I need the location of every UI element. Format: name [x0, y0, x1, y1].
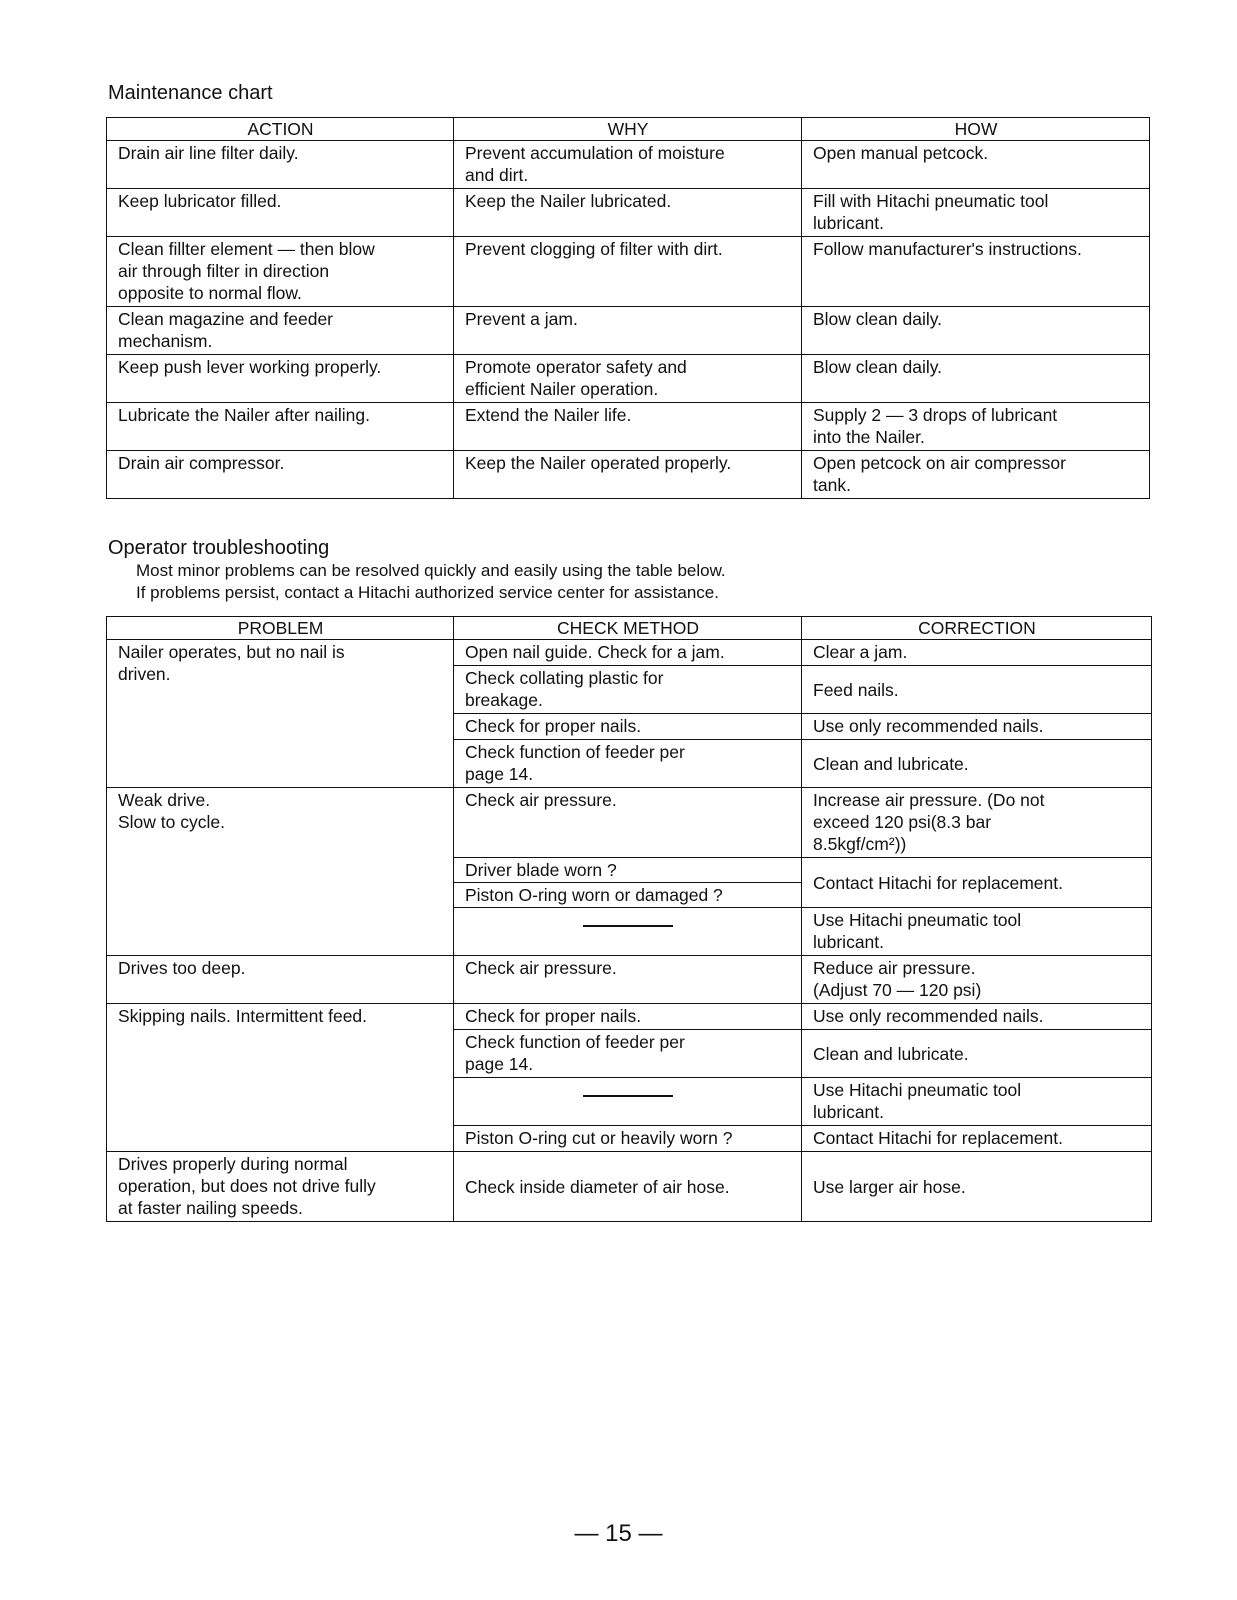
intro-line: Most minor problems can be resolved quickly and easily using the table below.	[136, 561, 726, 580]
correction-cell: Clean and lubricate.	[802, 740, 1152, 788]
check-cell-empty	[454, 908, 802, 956]
table-row	[107, 141, 1150, 189]
why-cell: Extend the Nailer life.	[454, 403, 802, 451]
why-cell: Prevent clogging of filter with dirt.	[454, 237, 802, 307]
correction-cell: Clean and lubricate.	[802, 1030, 1152, 1078]
correction-cell: Reduce air pressure. (Adjust 70 — 120 psi)	[802, 956, 1152, 1004]
how-cell: Fill with Hitachi pneumatic tool lubricant.	[802, 189, 1150, 237]
action-cell: Clean magazine and feeder mechanism.	[107, 307, 454, 355]
troubleshooting-table	[106, 616, 1152, 1222]
check-cell: Check inside diameter of air hose.	[454, 1152, 802, 1222]
problem-cell: Skipping nails. Intermittent feed.	[107, 1004, 454, 1152]
how-cell: Supply 2 — 3 drops of lubricant into the Nailer.	[802, 403, 1150, 451]
correction-cell: Contact Hitachi for replacement.	[802, 858, 1152, 908]
header-why: WHY	[454, 118, 802, 141]
header-check-method: CHECK METHOD	[454, 617, 802, 640]
correction-cell: Use Hitachi pneumatic tool lubricant.	[802, 1078, 1152, 1126]
table-row	[107, 956, 1152, 1004]
how-cell: Blow clean daily.	[802, 355, 1150, 403]
table-row	[107, 640, 1152, 666]
table-row	[107, 307, 1150, 355]
correction-cell: Feed nails.	[802, 666, 1152, 714]
correction-cell: Use only recommended nails.	[802, 1004, 1152, 1030]
correction-cell: Use only recommended nails.	[802, 714, 1152, 740]
page-number: — 15 —	[574, 1520, 663, 1547]
table-row	[107, 1152, 1152, 1222]
table-row	[107, 1004, 1152, 1030]
troubleshooting-title: Operator troubleshooting	[108, 537, 330, 559]
correction-cell: Use Hitachi pneumatic tool lubricant.	[802, 908, 1152, 956]
check-cell: Check for proper nails.	[454, 1004, 802, 1030]
action-cell: Lubricate the Nailer after nailing.	[107, 403, 454, 451]
check-cell: Driver blade worn ?	[454, 858, 802, 883]
why-cell: Keep the Nailer operated properly.	[454, 451, 802, 499]
check-cell: Check air pressure.	[454, 956, 802, 1004]
intro-line: If problems persist, contact a Hitachi authorized service center for assistance.	[136, 583, 719, 602]
table-row	[107, 189, 1150, 237]
troubleshooting-header-row	[107, 617, 1152, 640]
action-cell: Drain air line filter daily.	[107, 141, 454, 189]
check-cell: Piston O-ring cut or heavily worn ?	[454, 1126, 802, 1152]
check-cell: Check for proper nails.	[454, 714, 802, 740]
why-cell: Prevent a jam.	[454, 307, 802, 355]
correction-cell: Use larger air hose.	[802, 1152, 1152, 1222]
action-cell: Keep push lever working properly.	[107, 355, 454, 403]
check-cell: Check air pressure.	[454, 788, 802, 858]
correction-cell: Contact Hitachi for replacement.	[802, 1126, 1152, 1152]
action-cell: Clean fillter element — then blow air through filter in direction opposite to normal flow.	[107, 237, 454, 307]
how-cell: Open petcock on air compressor tank.	[802, 451, 1150, 499]
how-cell: Blow clean daily.	[802, 307, 1150, 355]
check-cell: Piston O-ring worn or damaged ?	[454, 883, 802, 908]
check-cell: Check collating plastic for breakage.	[454, 666, 802, 714]
why-cell: Keep the Nailer lubricated.	[454, 189, 802, 237]
table-row	[107, 788, 1152, 858]
check-cell-empty	[454, 1078, 802, 1126]
maintenance-title: Maintenance chart	[108, 82, 273, 104]
table-row	[107, 237, 1150, 307]
table-row	[107, 355, 1150, 403]
how-cell: Open manual petcock.	[802, 141, 1150, 189]
dash-mark	[583, 925, 673, 927]
problem-cell: Drives too deep.	[107, 956, 454, 1004]
table-row	[107, 451, 1150, 499]
problem-cell: Weak drive. Slow to cycle.	[107, 788, 454, 956]
action-cell: Keep lubricator filled.	[107, 189, 454, 237]
header-action: ACTION	[107, 118, 454, 141]
correction-cell: Increase air pressure. (Do not exceed 120 psi(8.3 bar 8.5kgf/cm²))	[802, 788, 1152, 858]
troubleshooting-intro	[136, 560, 726, 604]
check-cell: Check function of feeder per page 14.	[454, 740, 802, 788]
action-cell: Drain air compressor.	[107, 451, 454, 499]
problem-cell: Nailer operates, but no nail is driven.	[107, 640, 454, 788]
header-problem: PROBLEM	[107, 617, 454, 640]
how-cell: Follow manufacturer's instructions.	[802, 237, 1150, 307]
why-cell: Prevent accumulation of moisture and dirt.	[454, 141, 802, 189]
maintenance-header-row	[107, 118, 1150, 141]
why-cell: Promote operator safety and efficient Nailer operation.	[454, 355, 802, 403]
check-cell: Open nail guide. Check for a jam.	[454, 640, 802, 666]
header-how: HOW	[802, 118, 1150, 141]
maintenance-table	[106, 117, 1150, 499]
dash-mark	[583, 1095, 673, 1097]
problem-cell: Drives properly during normal operation, but does not drive fully at faster nailing speeds.	[107, 1152, 454, 1222]
correction-cell: Clear a jam.	[802, 640, 1152, 666]
check-cell: Check function of feeder per page 14.	[454, 1030, 802, 1078]
table-row	[107, 403, 1150, 451]
header-correction: CORRECTION	[802, 617, 1152, 640]
